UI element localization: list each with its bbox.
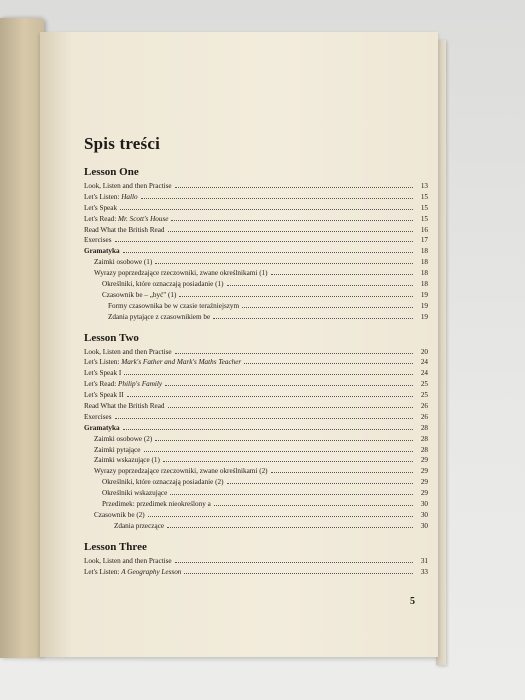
toc-entry xyxy=(84,311,428,322)
dot-leader xyxy=(148,509,413,517)
toc-entry xyxy=(84,509,428,520)
toc-entry-page: 19 xyxy=(420,301,428,310)
toc-entry-page: 19 xyxy=(420,312,428,321)
toc-entry-title xyxy=(84,455,160,466)
dot-leader xyxy=(168,400,413,408)
toc-entry-title xyxy=(84,488,167,499)
dot-leader xyxy=(179,289,413,297)
toc-entry-title xyxy=(84,257,152,268)
toc-entry-page: 18 xyxy=(420,280,428,289)
dot-leader xyxy=(175,346,413,354)
lesson-heading: Lesson Two xyxy=(84,331,139,344)
lesson-section xyxy=(84,166,428,322)
toc-entry-text: Formy czasownika be w czasie teraźniejszym xyxy=(108,301,240,310)
toc-entry xyxy=(84,191,428,202)
toc-entry-title xyxy=(84,556,172,567)
toc-entry-title xyxy=(84,510,145,521)
toc-entry-page: 18 xyxy=(420,269,428,278)
dot-leader xyxy=(170,487,413,495)
toc-entry-italic-title: Hallo xyxy=(121,192,138,201)
toc-entry-page: 15 xyxy=(420,214,428,223)
toc-entry xyxy=(84,433,428,444)
toc-entry-page: 26 xyxy=(420,412,428,421)
toc-entry-text: Zaimki wskazujące (1) xyxy=(94,456,160,465)
toc-entry-text: Wyrazy poprzedzające rzeczowniki, zwane określnikami (2) xyxy=(94,467,268,476)
dot-leader xyxy=(167,520,413,528)
toc-entry-page: 33 xyxy=(420,567,428,576)
dot-leader xyxy=(124,367,413,375)
toc-entry xyxy=(84,487,428,498)
toc-entry-text: Look, Listen and then Practise xyxy=(84,182,172,190)
table-of-contents xyxy=(84,134,428,577)
dot-leader xyxy=(242,300,413,308)
toc-entry xyxy=(84,476,428,487)
toc-entry-page: 25 xyxy=(420,391,428,400)
dot-leader xyxy=(155,433,413,441)
toc-entry-text: Wyrazy poprzedzające rzeczowniki, zwane określnikami (1) xyxy=(94,269,268,278)
toc-entry-text: Exercises xyxy=(84,236,112,245)
toc-entry-page: 30 xyxy=(420,521,428,530)
toc-entry-text: Exercises xyxy=(84,412,112,421)
lesson-section xyxy=(84,541,428,577)
toc-entry xyxy=(84,278,428,289)
dot-leader xyxy=(175,180,413,188)
toc-entry-text: Gramatyka xyxy=(84,423,120,432)
toc-entry-title xyxy=(84,434,152,445)
toc-entry-title xyxy=(84,567,181,578)
lesson-section xyxy=(84,332,428,531)
toc-entry-page: 29 xyxy=(420,478,428,487)
toc-entry-page: 18 xyxy=(420,258,428,267)
toc-entry xyxy=(84,202,428,213)
toc-entry xyxy=(84,411,428,422)
toc-entry-text: Czasownik be – „być" (1) xyxy=(102,290,177,299)
book-page xyxy=(40,32,438,657)
toc-entry-text: Przedimek: przedimek nieokreślony a xyxy=(102,500,211,509)
dot-leader xyxy=(271,267,413,275)
toc-entry xyxy=(84,566,428,577)
toc-entry xyxy=(84,289,428,300)
toc-entry-text: Let's Read: xyxy=(84,214,119,223)
toc-entry-text: Let's Speak II xyxy=(84,391,124,400)
toc-entry-page: 29 xyxy=(420,467,428,476)
dot-leader xyxy=(165,378,413,386)
toc-entry-page: 29 xyxy=(420,489,428,498)
dot-leader xyxy=(168,224,413,232)
toc-entry xyxy=(84,367,428,378)
toc-entry xyxy=(84,520,428,531)
toc-entry xyxy=(84,234,428,245)
toc-entry-italic-title: A Geography Lesson xyxy=(121,567,182,576)
dot-leader xyxy=(123,422,413,430)
toc-entry-title xyxy=(84,390,124,401)
toc-entry-page: 24 xyxy=(420,358,428,367)
page-number: 5 xyxy=(410,596,415,607)
toc-entry-text: Zdania przeczące xyxy=(114,521,165,530)
toc-entry-text: Zaimki pytające xyxy=(94,445,141,454)
toc-entry-page: 15 xyxy=(420,192,428,201)
toc-entry-page: 28 xyxy=(420,434,428,443)
toc-entry xyxy=(84,378,428,389)
dot-leader xyxy=(227,476,413,484)
toc-entry-page: 28 xyxy=(420,445,428,454)
dot-leader xyxy=(171,213,413,221)
toc-entry-text: Określniki, które oznaczają posiadanie (2) xyxy=(102,478,224,487)
toc-entry-title xyxy=(84,347,172,358)
toc-entry xyxy=(84,346,428,357)
toc-entry-page: 26 xyxy=(420,402,428,411)
dot-leader xyxy=(141,191,413,199)
toc-entry-title xyxy=(84,235,112,246)
toc-entry-text: Określniki wskazujące xyxy=(102,489,168,498)
lesson-heading: Lesson One xyxy=(84,166,139,178)
toc-entry-page: 17 xyxy=(420,236,428,245)
toc-entry-page: 28 xyxy=(420,423,428,432)
toc-entry xyxy=(84,256,428,267)
toc-entry-page: 31 xyxy=(420,556,428,565)
dot-leader xyxy=(175,555,413,563)
toc-entry-page: 16 xyxy=(420,225,428,234)
dot-leader xyxy=(155,256,413,264)
toc-entry xyxy=(84,300,428,311)
dot-leader xyxy=(184,566,413,574)
toc-entry-italic-title: Philip's Family xyxy=(118,380,163,389)
toc-entry-title xyxy=(84,214,168,225)
toc-entry-text: Read What the British Read xyxy=(84,402,165,411)
toc-entry-page: 29 xyxy=(420,456,428,465)
page-title: Spis treści xyxy=(84,134,161,153)
dot-leader xyxy=(115,234,413,242)
toc-entry-text: Zaimki osobowe (2) xyxy=(94,434,153,443)
dot-leader xyxy=(271,465,413,473)
toc-entry-text: Let's Listen: xyxy=(84,567,122,576)
toc-list xyxy=(84,555,428,577)
dot-leader xyxy=(120,202,413,210)
toc-entry xyxy=(84,498,428,509)
toc-entry-page: 30 xyxy=(420,500,428,509)
dot-leader xyxy=(214,498,413,506)
toc-entry-title xyxy=(84,445,141,456)
toc-entry-page: 20 xyxy=(420,347,428,356)
toc-entry-text: Określniki, które oznaczają posiadanie (1) xyxy=(102,280,224,289)
toc-entry-title xyxy=(84,246,120,257)
toc-entry-text: Let's Read: xyxy=(84,380,119,389)
dot-leader xyxy=(127,389,413,397)
toc-entry xyxy=(84,213,428,224)
toc-entry xyxy=(84,555,428,566)
toc-entry-title xyxy=(84,412,112,423)
toc-entry xyxy=(84,224,428,235)
toc-entry-text: Let's Listen: xyxy=(84,192,122,201)
toc-entry-title xyxy=(84,312,210,323)
toc-entry-text: Let's Speak xyxy=(84,203,118,212)
toc-entry-text: Zdania pytające z czasownikiem be xyxy=(108,312,211,321)
lesson-heading: Lesson Three xyxy=(84,540,147,553)
toc-entry-text: Gramatyka xyxy=(84,247,120,256)
dot-leader xyxy=(163,454,413,462)
toc-entry-title xyxy=(84,423,120,434)
toc-entry-page: 13 xyxy=(420,182,428,190)
toc-entry xyxy=(84,454,428,465)
toc-entry-page: 30 xyxy=(420,510,428,519)
toc-entry xyxy=(84,356,428,367)
toc-entry-text: Zaimki osobowe (1) xyxy=(94,258,153,267)
toc-entry-title xyxy=(84,290,176,301)
toc-entry-page: 25 xyxy=(420,380,428,389)
left-page-edge xyxy=(0,18,44,658)
toc-entry-text: Read What the British Read xyxy=(84,225,165,234)
toc-entry-text: Let's Listen: xyxy=(84,358,122,367)
toc-entry-text: Look, Listen and then Practise xyxy=(84,556,172,565)
toc-entry-page: 18 xyxy=(420,247,428,256)
toc-entry-title xyxy=(84,203,117,214)
toc-entry xyxy=(84,422,428,433)
toc-entry-text: Let's Speak I xyxy=(84,369,122,378)
toc-entry xyxy=(84,389,428,400)
toc-entry xyxy=(84,180,428,191)
dot-leader xyxy=(123,245,413,253)
toc-entry-italic-title: Mark's Father and Mark's Maths Teacher xyxy=(121,358,242,367)
toc-list xyxy=(84,180,428,322)
dot-leader xyxy=(227,278,413,286)
dot-leader xyxy=(213,311,413,319)
toc-entry-italic-title: Mr. Scott's House xyxy=(118,214,169,223)
toc-list xyxy=(84,346,428,531)
toc-entry-title xyxy=(84,521,164,532)
toc-entry-text: Look, Listen and then Practise xyxy=(84,347,172,356)
dot-leader xyxy=(244,356,413,364)
dot-leader xyxy=(144,444,414,452)
toc-entry xyxy=(84,444,428,455)
dot-leader xyxy=(115,411,413,419)
toc-entry-text: Czasownik be (2) xyxy=(94,510,145,519)
toc-entry xyxy=(84,465,428,476)
toc-entry xyxy=(84,400,428,411)
toc-entry-page: 24 xyxy=(420,369,428,378)
toc-entry xyxy=(84,245,428,256)
toc-entry xyxy=(84,267,428,278)
toc-entry-page: 15 xyxy=(420,203,428,212)
toc-entry-page: 19 xyxy=(420,290,428,299)
toc-entry-title xyxy=(84,368,121,379)
